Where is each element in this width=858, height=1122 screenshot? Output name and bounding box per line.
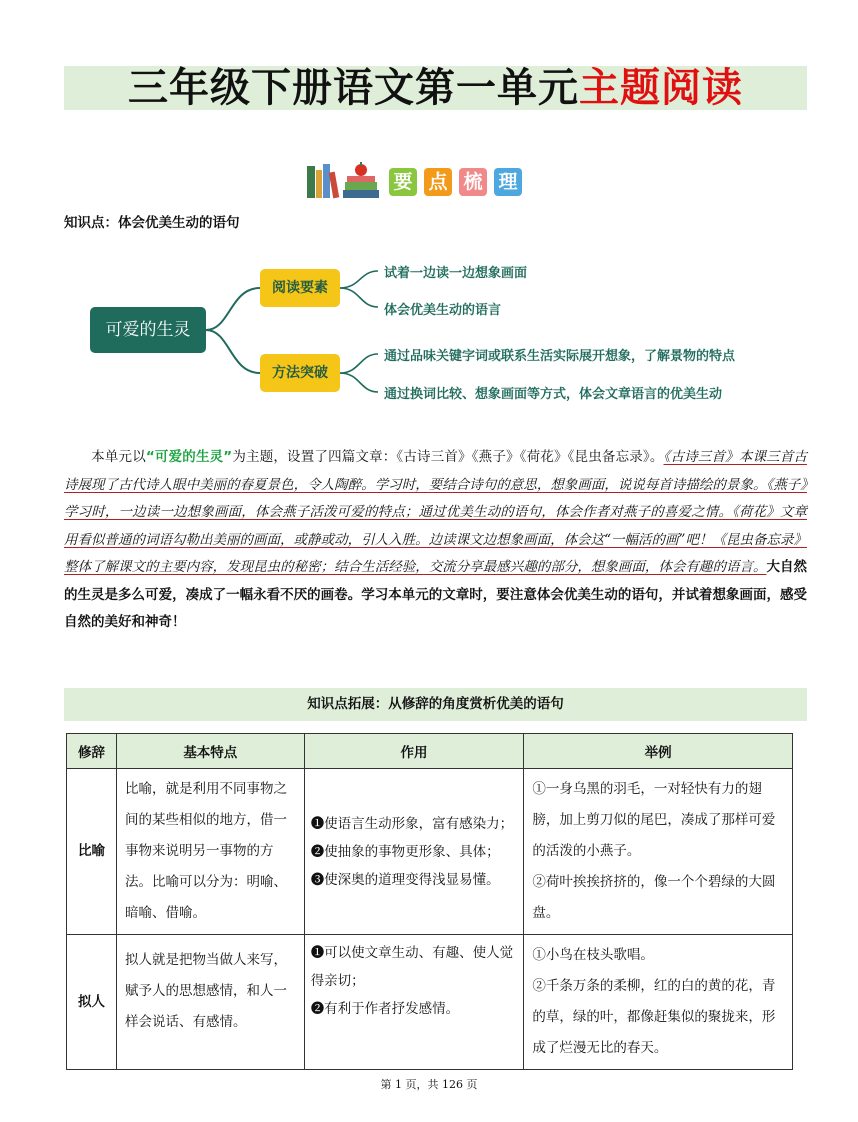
banner-char-2: 点 [424, 168, 452, 196]
banner-char-4: 理 [494, 168, 522, 196]
banner-char-3: 梳 [459, 168, 487, 196]
effect-item: ❷使抽象的事物更形象、具体； [310, 843, 500, 860]
lesson-notes: 《古诗三首》本课三首古诗展现了古代诗人眼中美丽的春夏景色，令人陶醉。学习时，要结合诗句的意思，想象画面，说说每首诗描绘的景象。《燕子》学习时，一边读一边想象画面，体会燕子活泼可爱的特点；通过优美生动的语句，体会作者对燕子的喜爱之情。《荷花》文章用看似普通的词语勾勒出美丽的画面，或静或动，引人入胜。边读课文边想象画面，体会这“一幅活的画”吧！《昆虫备忘录》整体了解课文的主要内容，发现昆虫的秘密；结合生活经验，交流分享最感兴趣的部分，想象画面，体会有趣的语言。 [64, 449, 808, 575]
mind-map [80, 255, 800, 415]
example-item: ①一身乌黑的羽毛，一对轻快有力的翅膀，加上剪刀似的尾巴，凑成了那样可爱的活泼的小燕子。 [532, 781, 776, 859]
example-item: ②千条万条的柔柳，红的白的黄的花，青的草，绿的叶，都像赶集似的聚拢来，形成了烂漫无比的春天。 [532, 978, 776, 1056]
rhetoric-table [66, 733, 793, 1070]
knowledge-point-heading: 知识点：体会优美生动的语句 [64, 215, 240, 231]
effect-item: ❷有利于作者抒发感情。 [310, 1001, 460, 1017]
rhetoric-effects [304, 935, 524, 1070]
mind-map-leaf: 体会优美生动的语言 [384, 303, 502, 318]
extension-heading: 知识点拓展：从修辞的角度赏析优美的语句 [64, 688, 807, 721]
mind-map-branch-method: 方法突破 [260, 354, 340, 392]
rhetoric-name: 比喻 [67, 769, 117, 935]
table-header-row [67, 734, 793, 769]
rhetoric-examples [524, 769, 793, 935]
section-banner [305, 160, 545, 200]
effect-item: ❶使语言生动形象，富有感染力； [310, 815, 514, 832]
page-footer: 第 1 页，共 126 页 [380, 1078, 478, 1091]
mind-map-branch-reading: 阅读要素 [260, 269, 340, 307]
books-icon [305, 160, 383, 200]
theme-highlight: “可爱的生灵” [145, 449, 233, 465]
table-row [67, 769, 793, 935]
document-title [64, 66, 807, 110]
rhetoric-name: 拟人 [67, 935, 117, 1070]
mind-map-leaf: 试着一边读一边想象画面 [384, 266, 528, 281]
summary-text: 大自然的生灵是多么可爱，凑成了一幅永看不厌的画卷。学习本单元的文章时，要注意体会优美生动的语句，并试着想象画面，感受自然的美好和神奇！ [64, 559, 808, 630]
mind-map-leaf: 通过品味关键字词或联系生活实际展开想象，了解景物的特点 [384, 349, 736, 364]
table-header: 作用 [304, 734, 524, 769]
mind-map-leaf: 通过换词比较、想象画面等方式，体会文章语言的优美生动 [384, 387, 723, 402]
table-header: 基本特点 [116, 734, 304, 769]
title-part-black: 三年级下册语文第一单元 [128, 65, 579, 111]
example-item: ②荷叶挨挨挤挤的，像一个个碧绿的大圆盘。 [532, 874, 776, 921]
table-header: 修辞 [67, 734, 117, 769]
intro-text: 为主题，设置了四篇文章：《古诗三首》《燕子》《荷花》《昆虫备忘录》。 [232, 449, 664, 465]
table-header: 举例 [524, 734, 793, 769]
banner-char-1: 要 [389, 168, 417, 196]
effect-item: ❶可以使文章生动、有趣、使人觉得亲切； [310, 945, 514, 989]
rhetoric-feature: 拟人就是把物当做人来写，赋予人的思想感情，和人一样会说话、有感情。 [116, 935, 304, 1070]
table-row [67, 935, 793, 1070]
intro-text: 本单元以 [91, 449, 146, 465]
title-part-red: 主题阅读 [579, 65, 743, 111]
rhetoric-feature: 比喻，就是利用不同事物之间的某些相似的地方，借一事物来说明另一事物的方法。比喻可以分为：明喻、暗喻、借喻。 [116, 769, 304, 935]
example-item: ①小鸟在枝头歌唱。 [532, 947, 654, 963]
mind-map-root: 可爱的生灵 [90, 307, 206, 353]
effect-item: ❸使深奥的道理变得浅显易懂。 [310, 871, 500, 888]
rhetoric-effects [304, 769, 524, 935]
unit-introduction [64, 444, 807, 637]
rhetoric-examples [524, 935, 793, 1070]
